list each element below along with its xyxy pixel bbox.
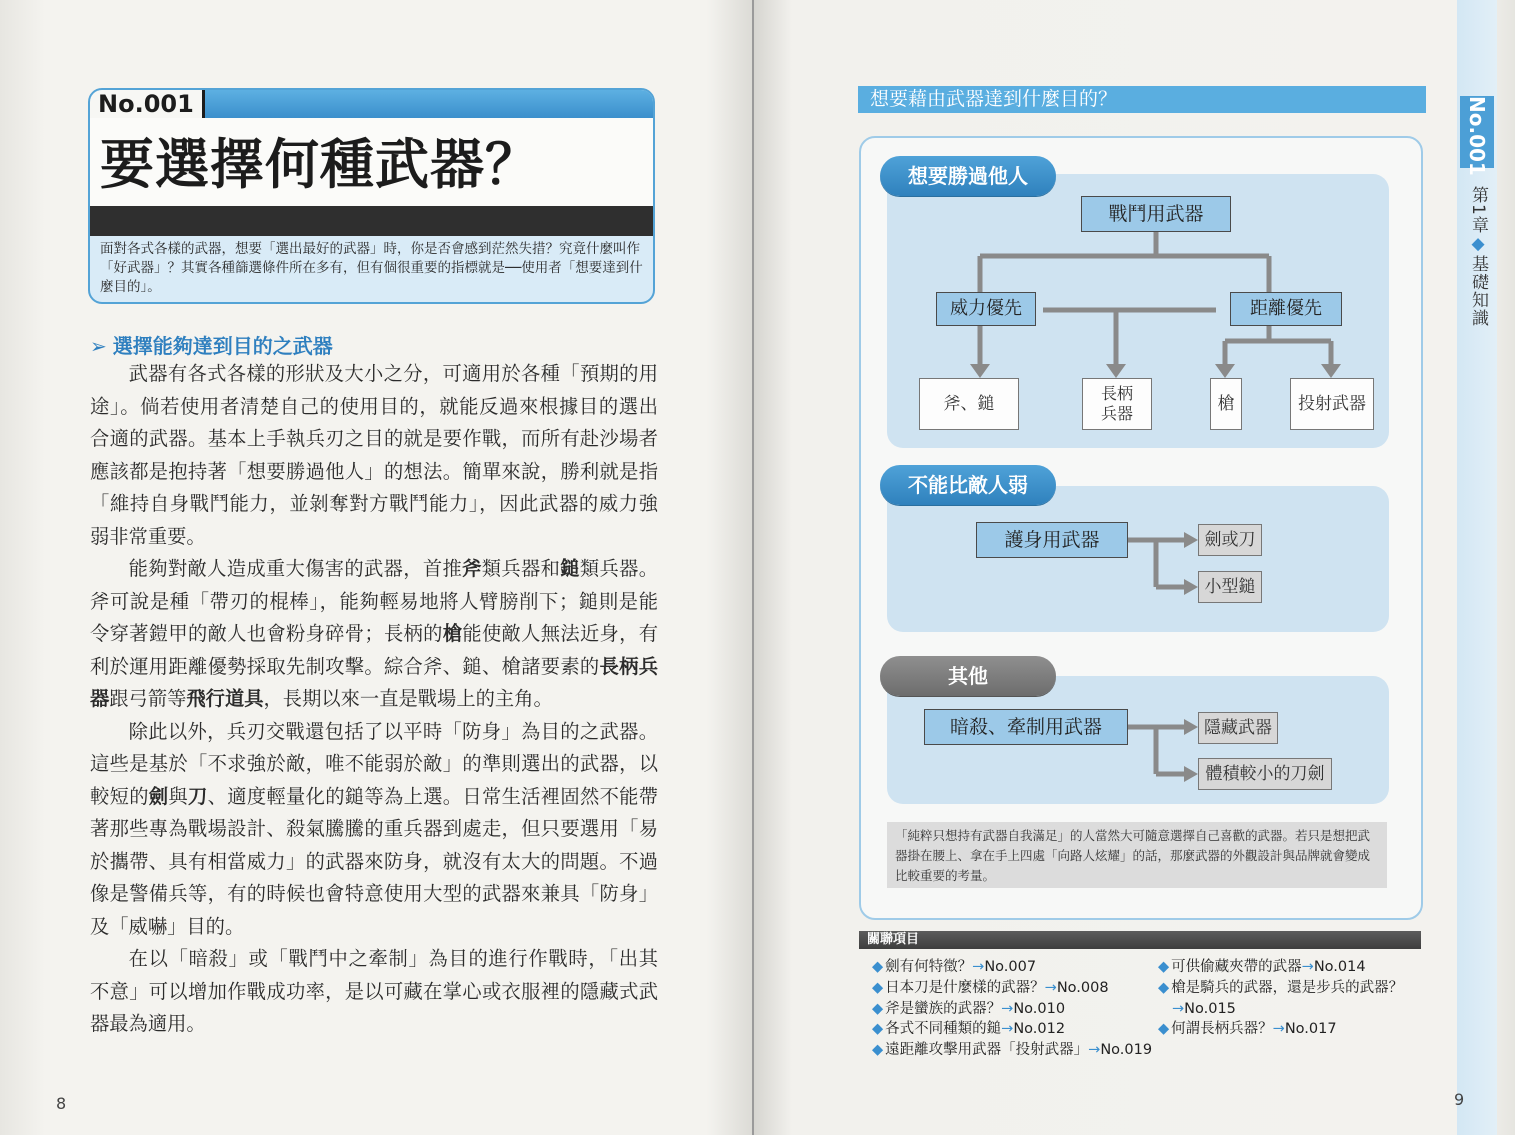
section-heading: ➢ 選擇能夠達到目的之武器 — [90, 334, 333, 358]
bold-term: 飛行道具 — [186, 687, 264, 710]
diamond-bullet-icon: ◆ — [1158, 959, 1170, 975]
box-small-mace: 小型鎚 — [1198, 571, 1262, 603]
box-polearm: 長柄 兵器 — [1082, 378, 1152, 430]
box-hidden-weapon: 隱藏武器 — [1198, 712, 1278, 744]
arrow-right-icon: → — [1272, 1021, 1285, 1038]
related-list-left — [872, 957, 1152, 1061]
body-paragraph: 武器有各式各樣的形狀及大小之分，可適用於各種「預期的用途」。倘若使用者清楚自己的使用目的，就能反過來根據目的選出合適的武器。基本上手執兵刃之目的就是要作戰，而所有赴沙場者應該都是抱持著「想要勝過他人」的想法。簡單來說，勝利就是指「維持自身戰鬥能力，並剝奪對方戰鬥能力」，因此武器的威力強弱非常重要。 — [90, 362, 658, 548]
pill-other: 其他 — [880, 656, 1056, 696]
bold-term: 刀 — [188, 784, 208, 808]
box-sword-or-blade: 劍或刀 — [1198, 524, 1262, 556]
box-self-defense: 護身用武器 — [976, 522, 1128, 558]
related-item[interactable]: ◆ 槍是騎兵的武器，還是步兵的武器？ — [1158, 979, 1404, 996]
side-article-number: No.001 — [1460, 96, 1494, 168]
page-number-left: 8 — [56, 1094, 67, 1113]
diamond-icon: ◆ — [1468, 233, 1488, 255]
box-assassination: 暗殺、牽制用武器 — [924, 709, 1128, 745]
body-text — [90, 358, 658, 1041]
pill-not-weaker: 不能比敵人弱 — [880, 465, 1056, 505]
diamond-bullet-icon: ◆ — [1158, 1021, 1170, 1038]
box-range-first: 距離優先 — [1230, 292, 1342, 326]
bold-term: 劍 — [148, 784, 169, 808]
bold-term: 槍 — [442, 622, 463, 645]
title-card — [88, 88, 655, 304]
diamond-bullet-icon: ◆ — [872, 1021, 884, 1038]
diamond-bullet-icon: ◆ — [872, 1000, 884, 1017]
arrow-bullet-icon: ➢ — [90, 334, 107, 358]
related-item[interactable]: ◆ 日本刀是什麼樣的武器？→No.008 — [872, 979, 1109, 996]
bold-term: 長柄兵器 — [90, 654, 659, 710]
side-chapter-label: 第1章◆基礎知識 — [1468, 186, 1488, 327]
related-item[interactable]: ◆ 可供偷藏夾帶的武器→No.014 — [1158, 959, 1366, 975]
diamond-bullet-icon: ◆ — [872, 979, 884, 996]
diamond-bullet-icon: ◆ — [872, 1042, 884, 1059]
right-page — [754, 0, 1515, 1135]
arrow-right-icon: → — [1172, 1000, 1185, 1017]
arrow-right-icon: → — [1088, 1042, 1101, 1059]
pill-want-to-win: 想要勝過他人 — [880, 156, 1056, 196]
box-small-blade: 體積較小的刀劍 — [1198, 758, 1332, 790]
left-page — [0, 0, 752, 1135]
intro-text: 面對各式各樣的武器，想要「選出最好的武器」時，你是否會感到茫然失措？究竟什麼叫作「好武器」？其實各種篩選條件所在多有，但有個很重要的指標就是──使用者「想要達到什麼目的」。 — [100, 241, 643, 295]
body-paragraph: 除此以外，兵刃交戰還包括了以平時「防身」為目的之武器。這些是基於「不求強於敵，唯不能弱於敵」的準則選出的武器，以較短的劍與刀、適度輕量化的鎚等為上選。日常生活裡固然不能帶著那些專為戰場設計、殺氣騰騰的重兵器到處走，但只要選用「易於攜帶、具有相當威力」的武器來防身，就沒有太大的問題。不過像是警備兵等，有的時候也會特意使用大型的武器來兼具「防身」及「威嚇」目的。 — [90, 719, 659, 938]
box-axe-mace: 斧、鎚 — [919, 378, 1019, 430]
article-number: No.001 — [90, 90, 205, 118]
arrow-right-icon: → — [1044, 979, 1057, 996]
body-paragraph: 能夠對敵人造成重大傷害的武器，首推斧類兵器和鎚類兵器。斧可說是種「帶刃的棍棒」，能夠輕易地將人臂膀削下；鎚則是能令穿著鎧甲的敵人也會粉身碎骨；長柄的槍能使敵人無法近身，有利於運用距離優勢採取先制攻擊。綜合斧、鎚、槍諸要素的長柄兵器跟弓箭等飛行道具，長期以來一直是戰場上的主角。 — [90, 557, 659, 710]
arrow-right-icon: → — [972, 959, 985, 975]
box-projectile: 投射武器 — [1290, 378, 1374, 430]
arrow-right-icon: → — [1001, 1021, 1014, 1038]
box-power-first: 威力優先 — [936, 292, 1036, 326]
arrow-right-icon: → — [1001, 1000, 1014, 1017]
box-combat-weapons: 戰鬥用武器 — [1081, 196, 1231, 232]
diagram-question-banner: 想要藉由武器達到什麼目的？ — [858, 86, 1426, 113]
page-title: 要選擇何種武器？ — [100, 133, 540, 196]
related-item[interactable]: →No.015 — [1172, 1000, 1236, 1017]
note-box: 「純粹只想持有武器自我滿足」的人當然大可隨意選擇自己喜歡的武器。若只是想把武器掛在腰上、拿在手上四處「向路人炫耀」的話，那麼武器的外觀設計與品牌就會變成比較重要的考量。 — [887, 822, 1387, 888]
page-number-right: 9 — [1454, 1090, 1465, 1109]
related-items-header: 關聯項目 — [859, 931, 1421, 949]
related-item[interactable]: ◆ 何謂長柄兵器？→No.017 — [1158, 1021, 1337, 1038]
related-list-right — [1158, 957, 1403, 1040]
related-item[interactable]: ◆ 劍有何特徵？→No.007 — [872, 959, 1037, 975]
related-item[interactable]: ◆ 各式不同種類的鎚→No.012 — [872, 1021, 1066, 1038]
diamond-bullet-icon: ◆ — [872, 959, 884, 975]
diamond-bullet-icon: ◆ — [1158, 979, 1170, 996]
bold-term: 鎚 — [560, 557, 580, 580]
box-spear: 槍 — [1210, 378, 1242, 430]
bold-term: 斧 — [462, 557, 482, 580]
related-item[interactable]: ◆ 斧是蠻族的武器？→No.010 — [872, 1000, 1066, 1017]
arrow-right-icon: → — [1301, 959, 1314, 975]
title-divider — [90, 206, 653, 236]
body-paragraph: 在以「暗殺」或「戰鬥中之牽制」為目的進行作戰時，「出其不意」可以增加作戰成功率，是以可藏在掌心或衣服裡的隱藏式武器最為適用。 — [90, 947, 658, 1035]
related-item[interactable]: ◆ 遠距離攻擊用武器「投射武器」→No.019 — [872, 1042, 1153, 1059]
